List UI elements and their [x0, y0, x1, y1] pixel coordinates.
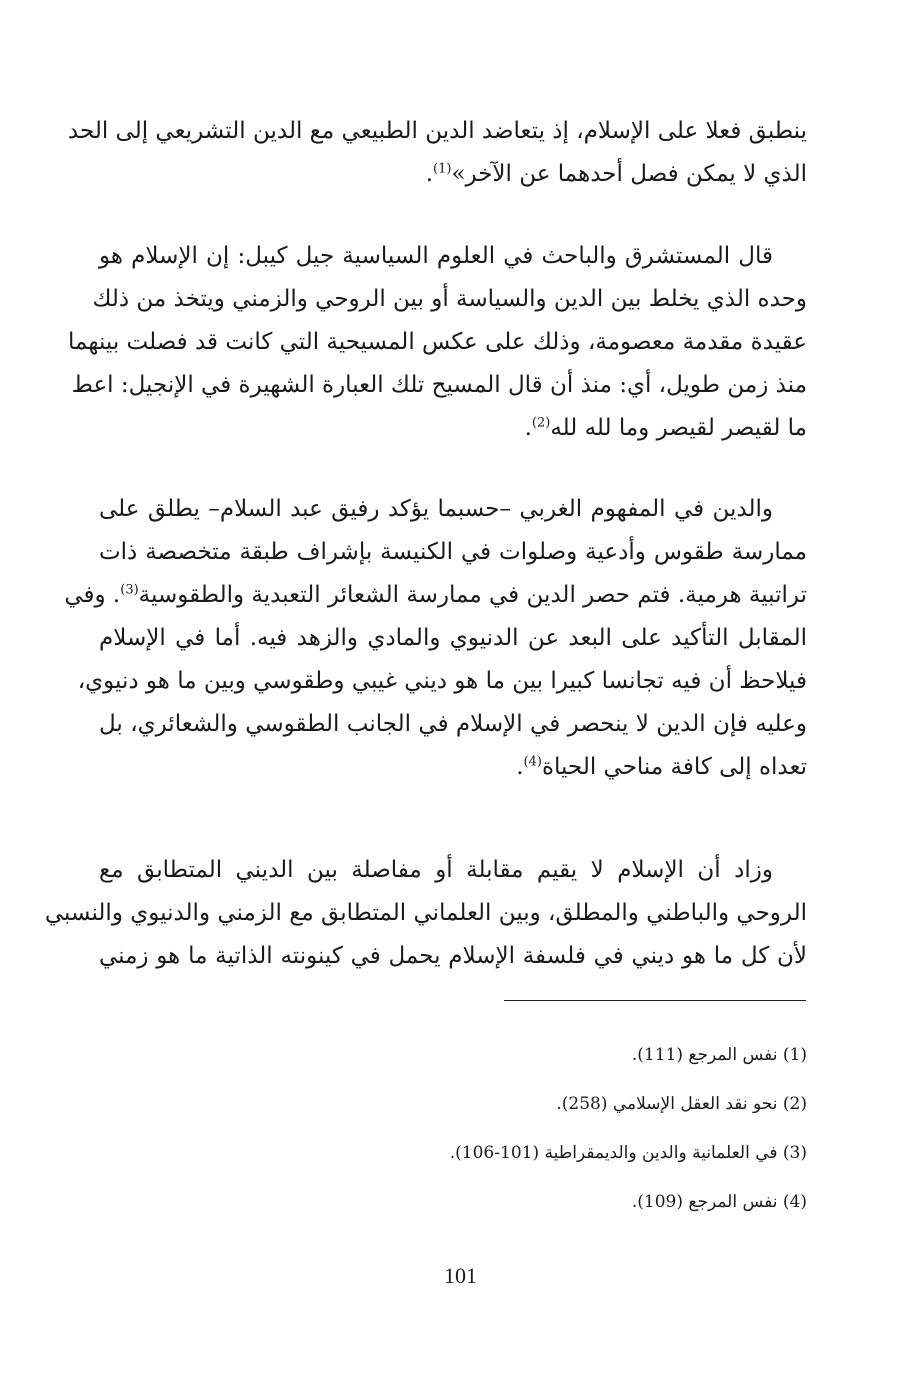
body-line: قال المستشرق والباحث في العلوم السياسية جيل كيبل: إن الإسلام هو	[99, 243, 773, 269]
line-end-punct: .	[425, 161, 433, 187]
body-line: ممارسة طقوس وأدعية وصلوات في الكنيسة بإشراف طبقة متخصصة ذات	[99, 539, 807, 565]
line-end-punct: .	[516, 754, 524, 780]
body-line-text: تراتبية هرمية. فتم حصر الدين في ممارسة الشعائر التعبدية والطقوسية	[138, 582, 807, 608]
body-line	[64, 574, 807, 617]
body-line: لأن كل ما هو ديني في فلسفة الإسلام يحمل في كينونته الذاتية ما هو زمني	[99, 943, 807, 969]
footnote-item: (4) نفس المرجع (109).	[631, 1192, 807, 1212]
body-line: عقيدة مقدمة معصومة، وذلك على عكس المسيحية التي كانت قد فصلت بينهما	[68, 329, 807, 355]
footnotes	[99, 1044, 807, 1240]
body-line: ينطبق فعلا على الإسلام، إذ يتعاضد الدين الطبيعي مع الدين التشريعي إلى الحد	[67, 118, 807, 144]
body-line: وزاد أن الإسلام لا يقيم مقابلة أو مفاصلة بين الديني المتطابق مع	[99, 857, 773, 883]
footnote-item: (1) نفس المرجع (111).	[631, 1045, 807, 1065]
footnote-ref: (1)	[433, 161, 452, 177]
footnote-ref: (2)	[531, 415, 551, 431]
body-line	[99, 407, 807, 450]
body-line: والدين في المفهوم الغربي –حسبما يؤكد رفيق عبد السلام– يطلق على	[99, 496, 773, 522]
footnote-separator	[504, 1000, 806, 1001]
paragraph-1	[67, 110, 807, 196]
body-line: الروحي والباطني والمطلق، وبين العلماني المتطابق مع الزمني والدنيوي والنسبي	[44, 900, 807, 926]
body-line	[99, 153, 807, 196]
body-line: المقابل التأكيد على البعد عن الدنيوي والمادي والزهد فيه. أما في الإسلام	[99, 625, 807, 651]
body-line-continuation: . وفي	[64, 582, 121, 608]
body-line	[99, 746, 807, 789]
footnote-ref: (4)	[523, 754, 542, 770]
body-line: وعليه فإن الدين لا ينحصر في الإسلام في الجانب الطقوسي والشعائري، بل	[99, 711, 807, 737]
body-line: منذ زمن طويل، أي: منذ أن قال المسيح تلك العبارة الشهيرة في الإنجيل: اعط	[71, 372, 807, 398]
footnote-ref: (3)	[120, 582, 139, 598]
footnote-item: (3) في العلمانية والدين والديمقراطية (101-106).	[449, 1143, 807, 1163]
paragraph-3	[64, 488, 807, 789]
body-line-text: تعداه إلى كافة مناحي الحياة	[541, 754, 807, 780]
paragraph-4	[44, 849, 807, 978]
page-number: 101	[444, 1263, 477, 1288]
paragraph-2	[68, 235, 807, 450]
body-line-text: الذي لا يمكن فصل أحدهما عن الآخر»	[451, 161, 807, 187]
body-line: فيلاحظ أن فيه تجانسا كبيرا بين ما هو ديني غيبي وطقوسي وبين ما هو دنيوي،	[77, 668, 807, 694]
body-line-text: ما لقيصر لقيصر وما لله لله	[550, 415, 807, 441]
body-line: وحده الذي يخلط بين الدين والسياسة أو بين الروحي والزمني ويتخذ من ذلك	[92, 286, 807, 312]
line-end-punct: .	[524, 415, 532, 441]
footnote-item: (2) نحو نقد العقل الإسلامي (258).	[556, 1094, 807, 1114]
